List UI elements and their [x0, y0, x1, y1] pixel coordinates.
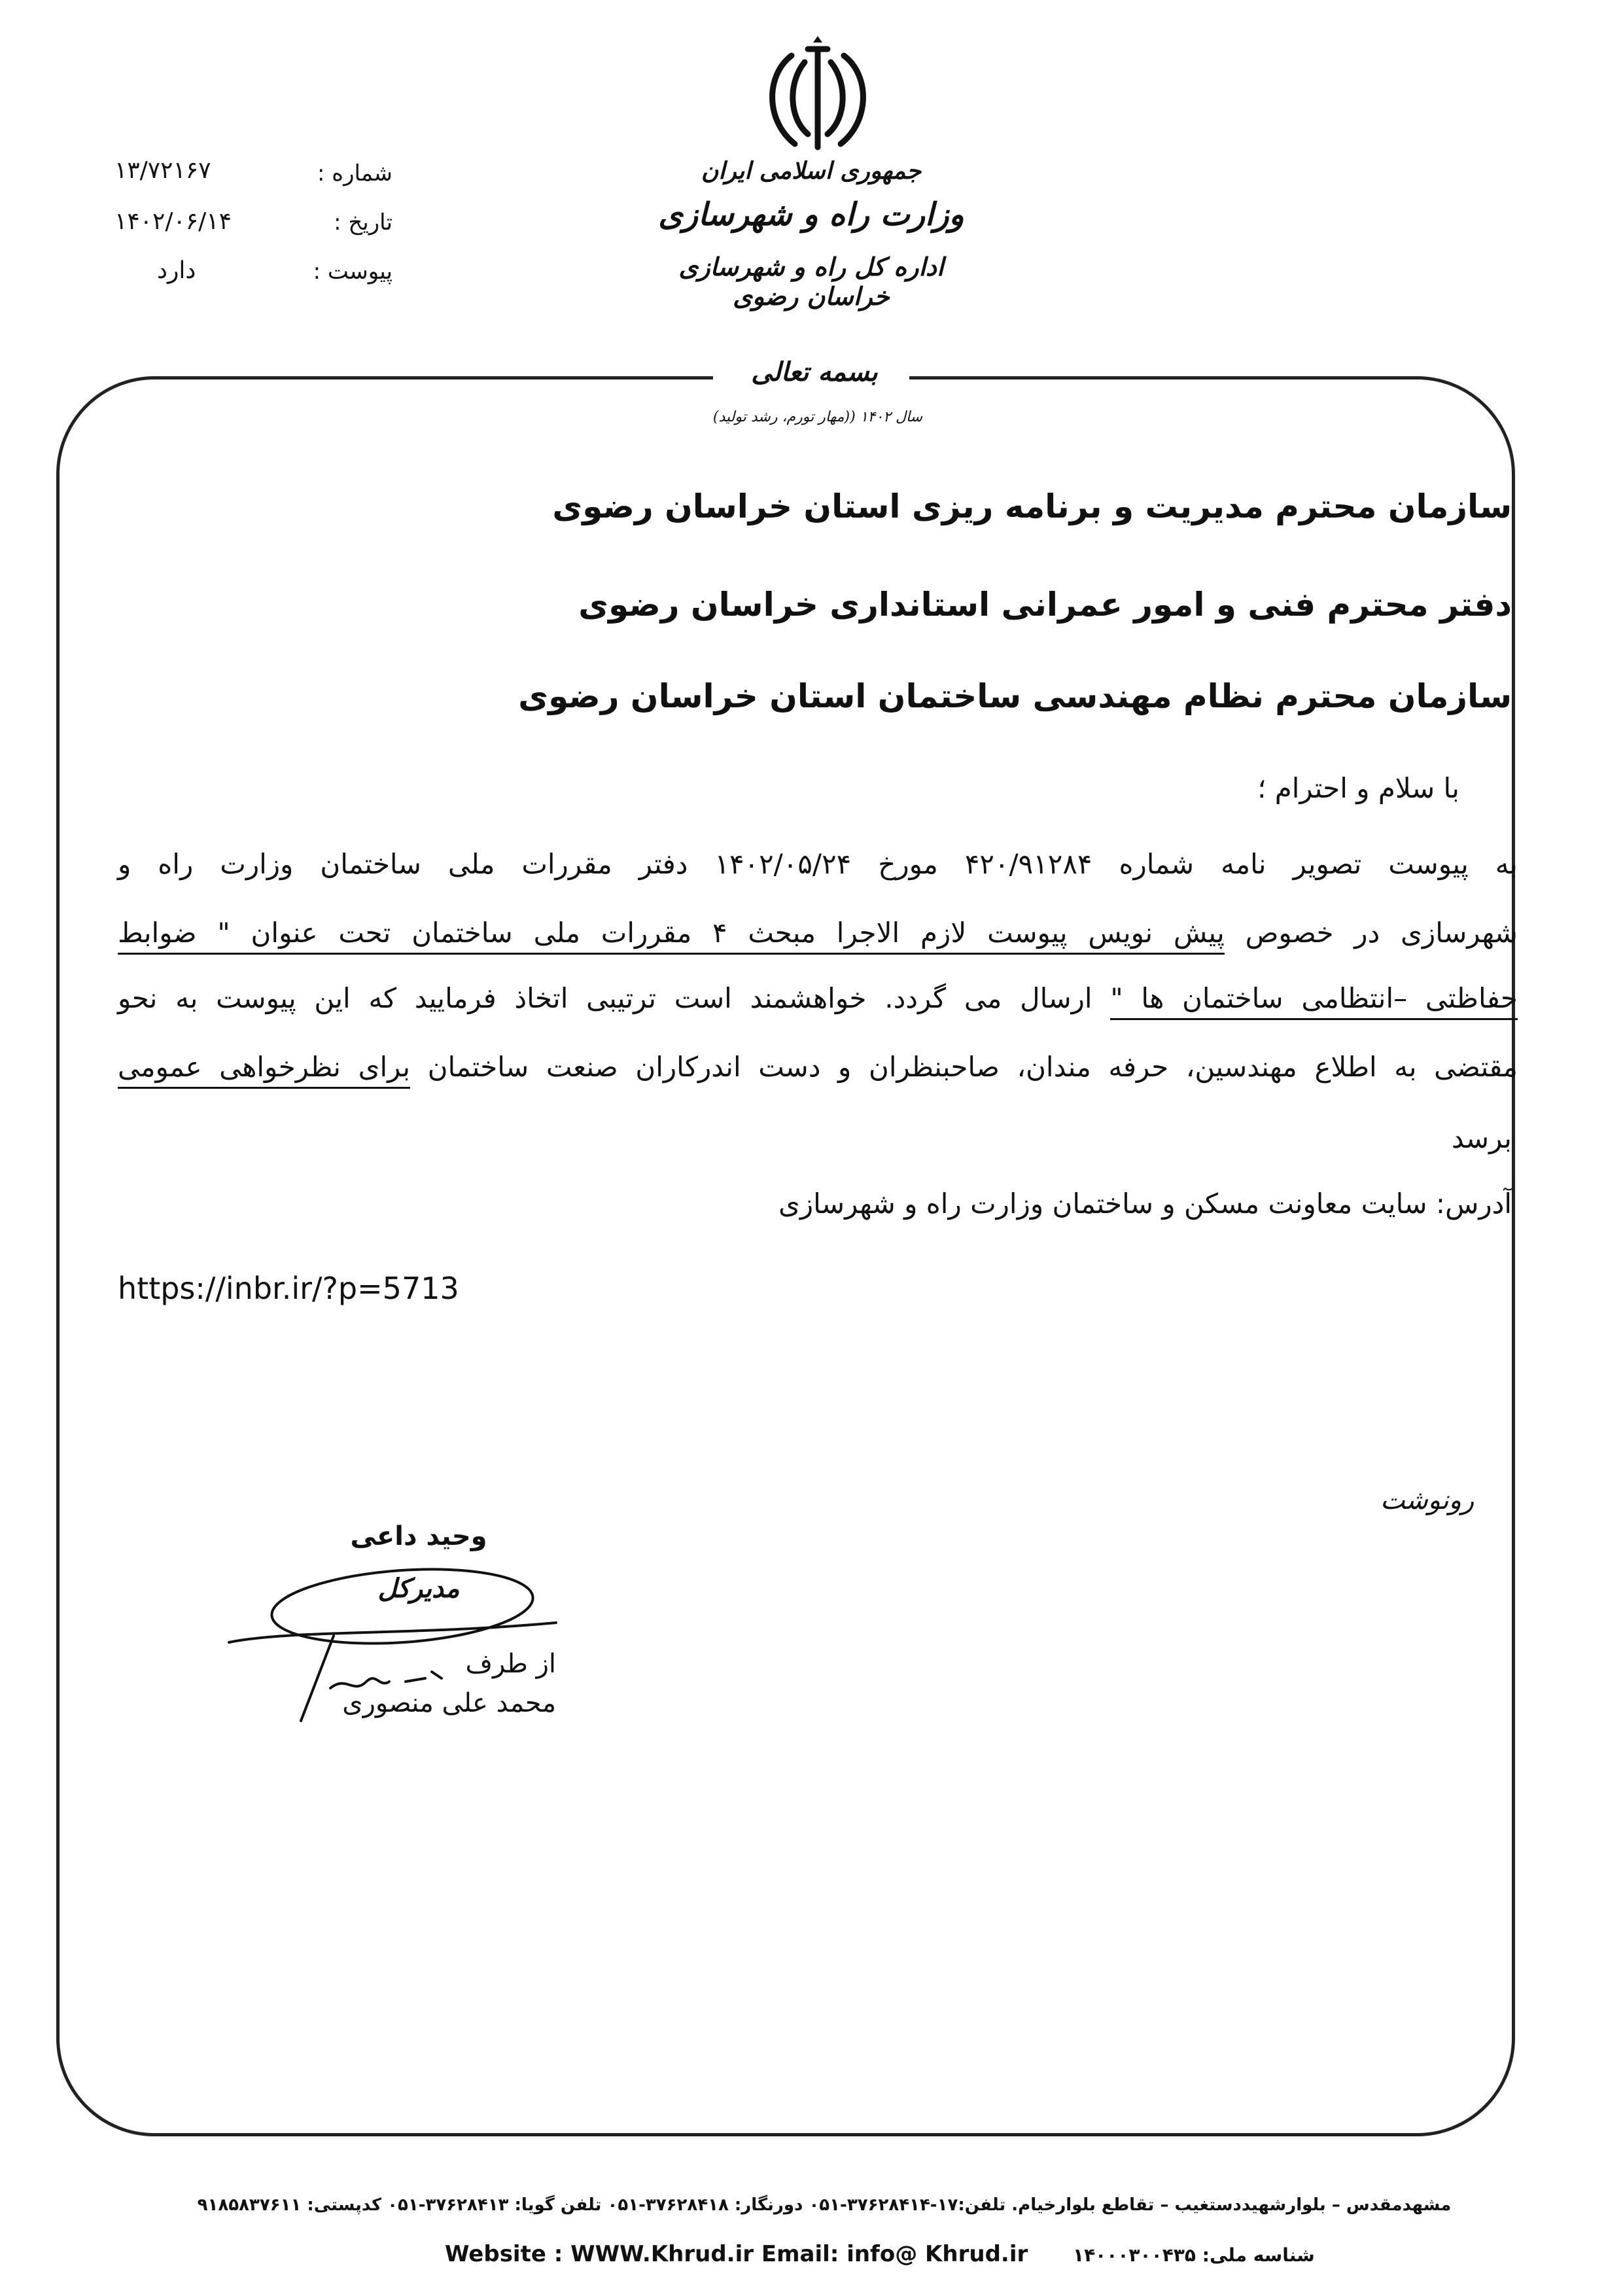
- footer-website-email: Website : WWW.Khrud.ir Email: info@ Khrud.ir: [445, 2241, 1028, 2267]
- body-line-4-a: مقتضی به اطلاع مهندسین، حرفه مندان، صاحبنظران و دست اندرکاران صنعت ساختمان: [410, 1051, 1518, 1083]
- letter-frame: [56, 376, 1515, 2136]
- body-line-3-b: ارسال می گردد. خواهشمند است ترتیبی اتخاذ فرمایید که این پیوست به نحو: [118, 982, 1111, 1014]
- bismillah: بسمه تعالی: [751, 357, 878, 387]
- ministry-country: جمهوری اسلامی ایران: [701, 157, 922, 185]
- recipient-3: سازمان محترم نظام مهندسی ساختمان استان خراسان رضوی: [518, 677, 1512, 715]
- ministry-name: وزارت راه و شهرسازی: [658, 196, 964, 233]
- footer-national-id: شناسه ملی: ۱۴۰۰۰۳۰۰۴۳۵: [1073, 2244, 1315, 2266]
- number-label: شماره :: [317, 160, 393, 186]
- reference-link[interactable]: https://inbr.ir/?p=5713: [118, 1271, 459, 1306]
- body-line-1: [118, 848, 1518, 880]
- body-line-2-underlined: پیش نویس پیوست لازم الاجرا مبحث ۴ مقررات ملی ساختمان تحت عنوان " ضوابط: [118, 917, 1225, 955]
- signer-name: وحید داعی: [350, 1521, 487, 1551]
- date-label: تاریخ :: [334, 209, 393, 236]
- signed-by-name: محمد علی منصوری: [342, 1688, 556, 1718]
- body-line-2: [118, 919, 1518, 947]
- number-value: ۱۳/۷۲۱۶۷: [114, 157, 211, 184]
- body-line-3-underlined: حفاظتی –انتظامی ساختمان ها ": [1110, 982, 1518, 1020]
- year-motto: سال ۱۴۰۲ ((مهار تورم، رشد تولید): [712, 409, 923, 425]
- body-line-2-a: شهرسازی در خصوص: [1224, 917, 1518, 949]
- attachment-label: پیوست :: [313, 258, 393, 285]
- ministry-department: اداره کل راه و شهرسازی خراسان رضوی: [678, 252, 944, 311]
- date-value: ۱۴۰۲/۰۶/۱۴: [114, 208, 232, 235]
- on-behalf-label: از طرف: [465, 1649, 556, 1679]
- body-line-1-text: به پیوست تصویر نامه شماره ۴۲۰/۹۱۲۸۴ مورخ ۱۴۰۲/۰۵/۲۴ دفتر مقررات ملی ساختمان وزارت راه و: [118, 848, 1518, 880]
- greeting: با سلام و احترام ؛: [1257, 772, 1459, 804]
- body-line-3: [118, 982, 1518, 1014]
- footer-address: مشهدمقدس – بلوارشهیددستغیب – تقاطع بلوارخیام. تلفن:۱۷-۳۷۶۲۸۴۱۴-۰۵۱ دورنگار: ۳۷۶۲۸۴۱۸-۰۵۱ تلفن گویا: ۳۷۶۲۸۴۱۳-۰۵۱ کدپستی: ۹۱۸۵۸۳۷۶۱۱: [197, 2195, 1452, 2215]
- body-line-4: [118, 1053, 1518, 1081]
- signer-title: مدیرکل: [377, 1574, 460, 1604]
- attachment-value: دارد: [157, 257, 196, 284]
- body-line-5: برسد: [1451, 1122, 1512, 1154]
- recipient-2: دفتر محترم فنی و امور عمرانی استانداری خراسان رضوی: [578, 586, 1512, 624]
- body-line-4-underlined: برای نظرخواهی عمومی: [118, 1051, 410, 1089]
- recipient-1: سازمان محترم مدیریت و برنامه ریزی استان خراسان رضوی: [552, 487, 1512, 525]
- copy-label: رونوشت: [1380, 1485, 1475, 1515]
- iran-emblem-icon: [756, 36, 880, 167]
- address-line: آدرس: سایت معاونت مسکن و ساختمان وزارت راه و شهرسازی: [778, 1188, 1512, 1220]
